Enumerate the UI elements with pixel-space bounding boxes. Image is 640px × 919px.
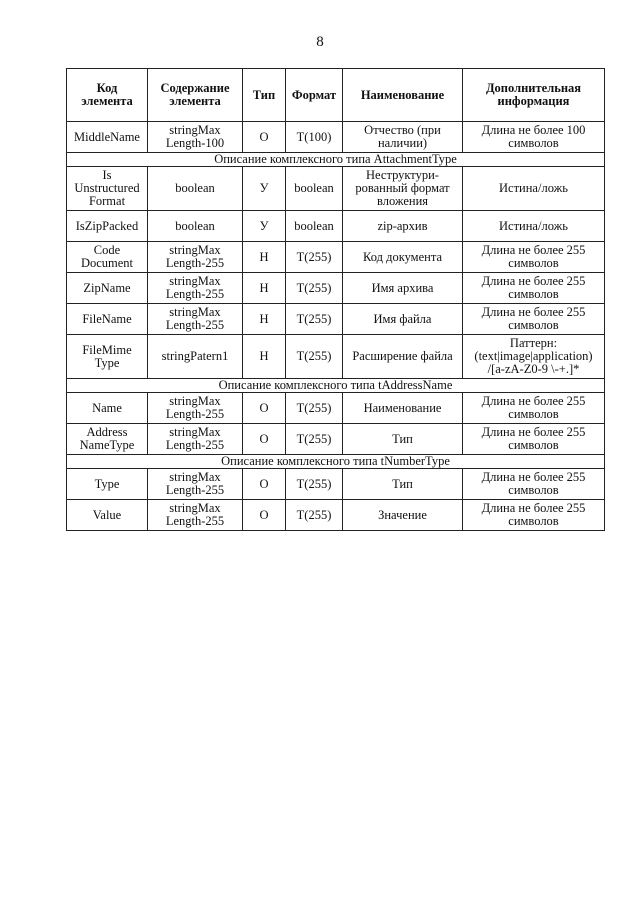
- cell-name: Имя файла: [343, 304, 463, 335]
- cell-element-content: boolean: [148, 167, 243, 211]
- section-title: Описание комплексного типа tAddressName: [67, 379, 605, 393]
- cell-element-code: MiddleName: [67, 122, 148, 153]
- cell-element-content: stringMax Length-255: [148, 242, 243, 273]
- table-row: [67, 500, 605, 531]
- cell-name: Имя архива: [343, 273, 463, 304]
- cell-element-content: stringMax Length-255: [148, 469, 243, 500]
- section-header-row: [67, 153, 605, 167]
- section-title: Описание комплексного типа AttachmentType: [67, 153, 605, 167]
- cell-additional-info: Паттерн: (text|image|application) /[a-zA-Z0-9 \-+.]*: [463, 335, 605, 379]
- cell-additional-info: Истина/ложь: [463, 211, 605, 242]
- cell-element-code: Is Unstructured Format: [67, 167, 148, 211]
- table-header-row: [67, 69, 605, 122]
- cell-element-code: Code Document: [67, 242, 148, 273]
- cell-element-code: FileMime Type: [67, 335, 148, 379]
- cell-format: boolean: [286, 167, 343, 211]
- header-element-code: Код элемента: [67, 69, 148, 122]
- cell-name: Наименование: [343, 393, 463, 424]
- cell-element-content: stringMax Length-100: [148, 122, 243, 153]
- cell-additional-info: Истина/ложь: [463, 167, 605, 211]
- cell-format: boolean: [286, 211, 343, 242]
- section-header-row: [67, 379, 605, 393]
- table-row: [67, 122, 605, 153]
- cell-element-content: stringMax Length-255: [148, 500, 243, 531]
- cell-element-code: IsZipPacked: [67, 211, 148, 242]
- table-body: [67, 122, 605, 531]
- cell-format: T(255): [286, 424, 343, 455]
- header-type: Тип: [243, 69, 286, 122]
- cell-format: T(100): [286, 122, 343, 153]
- cell-element-code: Name: [67, 393, 148, 424]
- cell-type: Н: [243, 273, 286, 304]
- cell-element-content: boolean: [148, 211, 243, 242]
- cell-format: T(255): [286, 393, 343, 424]
- table-row: [67, 242, 605, 273]
- header-format: Формат: [286, 69, 343, 122]
- section-title: Описание комплексного типа tNumberType: [67, 455, 605, 469]
- cell-additional-info: Длина не более 255 символов: [463, 273, 605, 304]
- cell-format: T(255): [286, 500, 343, 531]
- cell-type: О: [243, 469, 286, 500]
- cell-additional-info: Длина не более 255 символов: [463, 393, 605, 424]
- table-row: [67, 335, 605, 379]
- table-row: [67, 167, 605, 211]
- header-name: Наименование: [343, 69, 463, 122]
- cell-additional-info: Длина не более 255 символов: [463, 469, 605, 500]
- cell-additional-info: Длина не более 100 символов: [463, 122, 605, 153]
- cell-type: Н: [243, 304, 286, 335]
- cell-element-content: stringPatern1: [148, 335, 243, 379]
- cell-name: zip-архив: [343, 211, 463, 242]
- table-row: [67, 304, 605, 335]
- cell-type: Н: [243, 242, 286, 273]
- cell-format: T(255): [286, 273, 343, 304]
- cell-type: О: [243, 393, 286, 424]
- cell-format: T(255): [286, 242, 343, 273]
- table-row: [67, 273, 605, 304]
- cell-type: О: [243, 424, 286, 455]
- cell-element-code: ZipName: [67, 273, 148, 304]
- header-additional-info: Дополнительная информация: [463, 69, 605, 122]
- cell-type: Н: [243, 335, 286, 379]
- cell-additional-info: Длина не более 255 символов: [463, 304, 605, 335]
- cell-additional-info: Длина не более 255 символов: [463, 500, 605, 531]
- cell-type: О: [243, 500, 286, 531]
- cell-name: Тип: [343, 424, 463, 455]
- section-header-row: [67, 455, 605, 469]
- cell-format: T(255): [286, 469, 343, 500]
- element-spec-table: [66, 68, 605, 531]
- cell-name: Отчество (при наличии): [343, 122, 463, 153]
- cell-element-content: stringMax Length-255: [148, 273, 243, 304]
- cell-element-code: Value: [67, 500, 148, 531]
- cell-type: У: [243, 167, 286, 211]
- table-row: [67, 211, 605, 242]
- cell-element-code: Type: [67, 469, 148, 500]
- cell-element-content: stringMax Length-255: [148, 424, 243, 455]
- page-number: 8: [316, 34, 324, 50]
- cell-name: Расширение файла: [343, 335, 463, 379]
- cell-element-content: stringMax Length-255: [148, 304, 243, 335]
- cell-additional-info: Длина не более 255 символов: [463, 424, 605, 455]
- cell-element-content: stringMax Length-255: [148, 393, 243, 424]
- cell-format: T(255): [286, 335, 343, 379]
- cell-name: Значение: [343, 500, 463, 531]
- table-row: [67, 424, 605, 455]
- cell-name: Тип: [343, 469, 463, 500]
- cell-format: T(255): [286, 304, 343, 335]
- cell-name: Неструктури- рованный формат вложения: [343, 167, 463, 211]
- cell-name: Код документа: [343, 242, 463, 273]
- cell-type: У: [243, 211, 286, 242]
- header-element-content: Содержание элемента: [148, 69, 243, 122]
- table-row: [67, 393, 605, 424]
- cell-element-code: Address NameType: [67, 424, 148, 455]
- cell-element-code: FileName: [67, 304, 148, 335]
- cell-type: О: [243, 122, 286, 153]
- cell-additional-info: Длина не более 255 символов: [463, 242, 605, 273]
- table-row: [67, 469, 605, 500]
